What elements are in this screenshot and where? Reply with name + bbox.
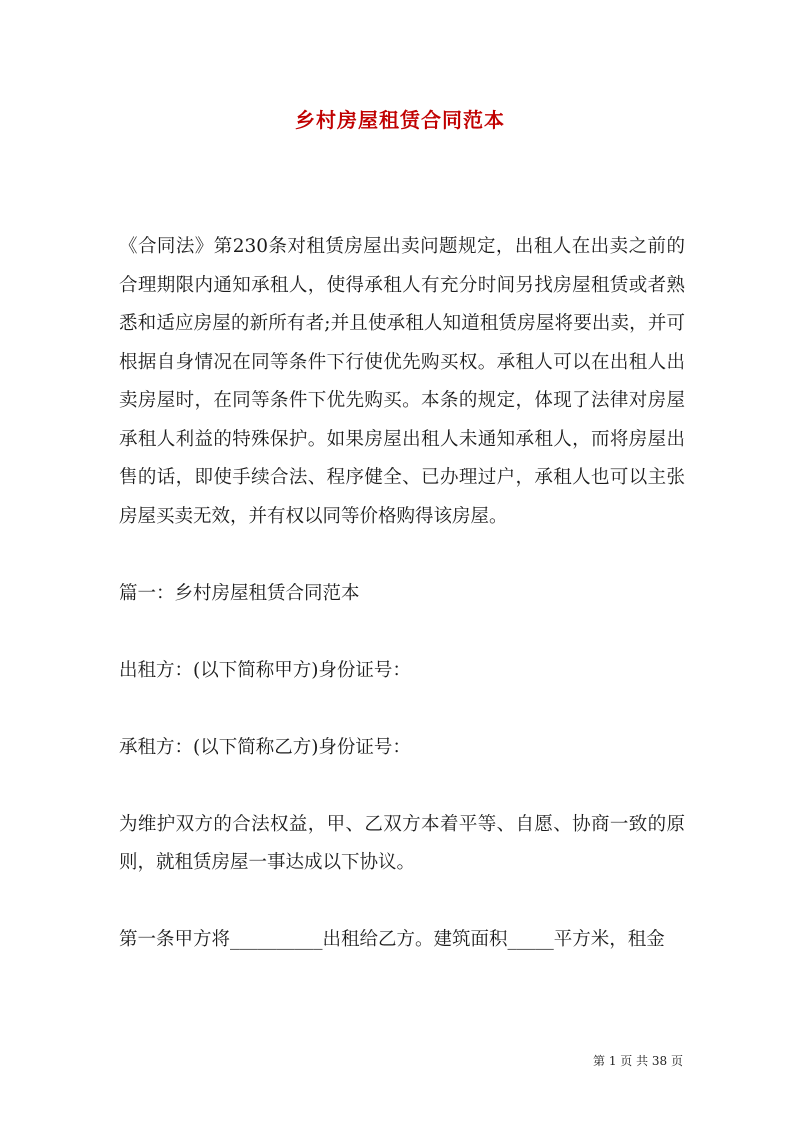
page-number: 第 1 页 共 38 页 <box>593 1054 683 1068</box>
lessee-line: 承租方：(以下简称乙方)身份证号： <box>119 736 411 758</box>
lessor-line: 出租方：(以下简称甲方)身份证号： <box>119 659 411 681</box>
agreement-paragraph: 为维护双方的合法权益，甲、乙双方本着平等、自愿、协商一致的原则，就租赁房屋一事达成以下协议。 <box>119 813 685 873</box>
document-title: 乡村房屋租赁合同范本 <box>295 108 505 132</box>
intro-paragraph: 《合同法》第230条对租赁房屋出卖问题规定，出租人在出卖之前的合理期限内通知承租人，使得承租人有充分时间另找房屋租赁或者熟悉和适应房屋的新所有者;并且使承租人知道租赁房屋将要出卖，并可根据自身情况在同等条件下行使优先购买权。承租人可以在出租人出卖房屋时，在同等条件下优先购买。本条的规定，体现了法律对房屋承租人利益的特殊保护。如果房屋出租人未通知承租人，而将房屋出售的话，即使手续合法、程序健全、已办理过户，承租人也可以主张房屋买卖无效，并有权以同等价格购得该房屋。 <box>119 236 685 527</box>
section-heading: 篇一：乡村房屋租赁合同范本 <box>119 582 360 604</box>
document-body <box>119 228 685 960</box>
article-one-paragraph: 第一条甲方将__________出租给乙方。建筑面积_____平方米，租金 <box>119 929 665 950</box>
